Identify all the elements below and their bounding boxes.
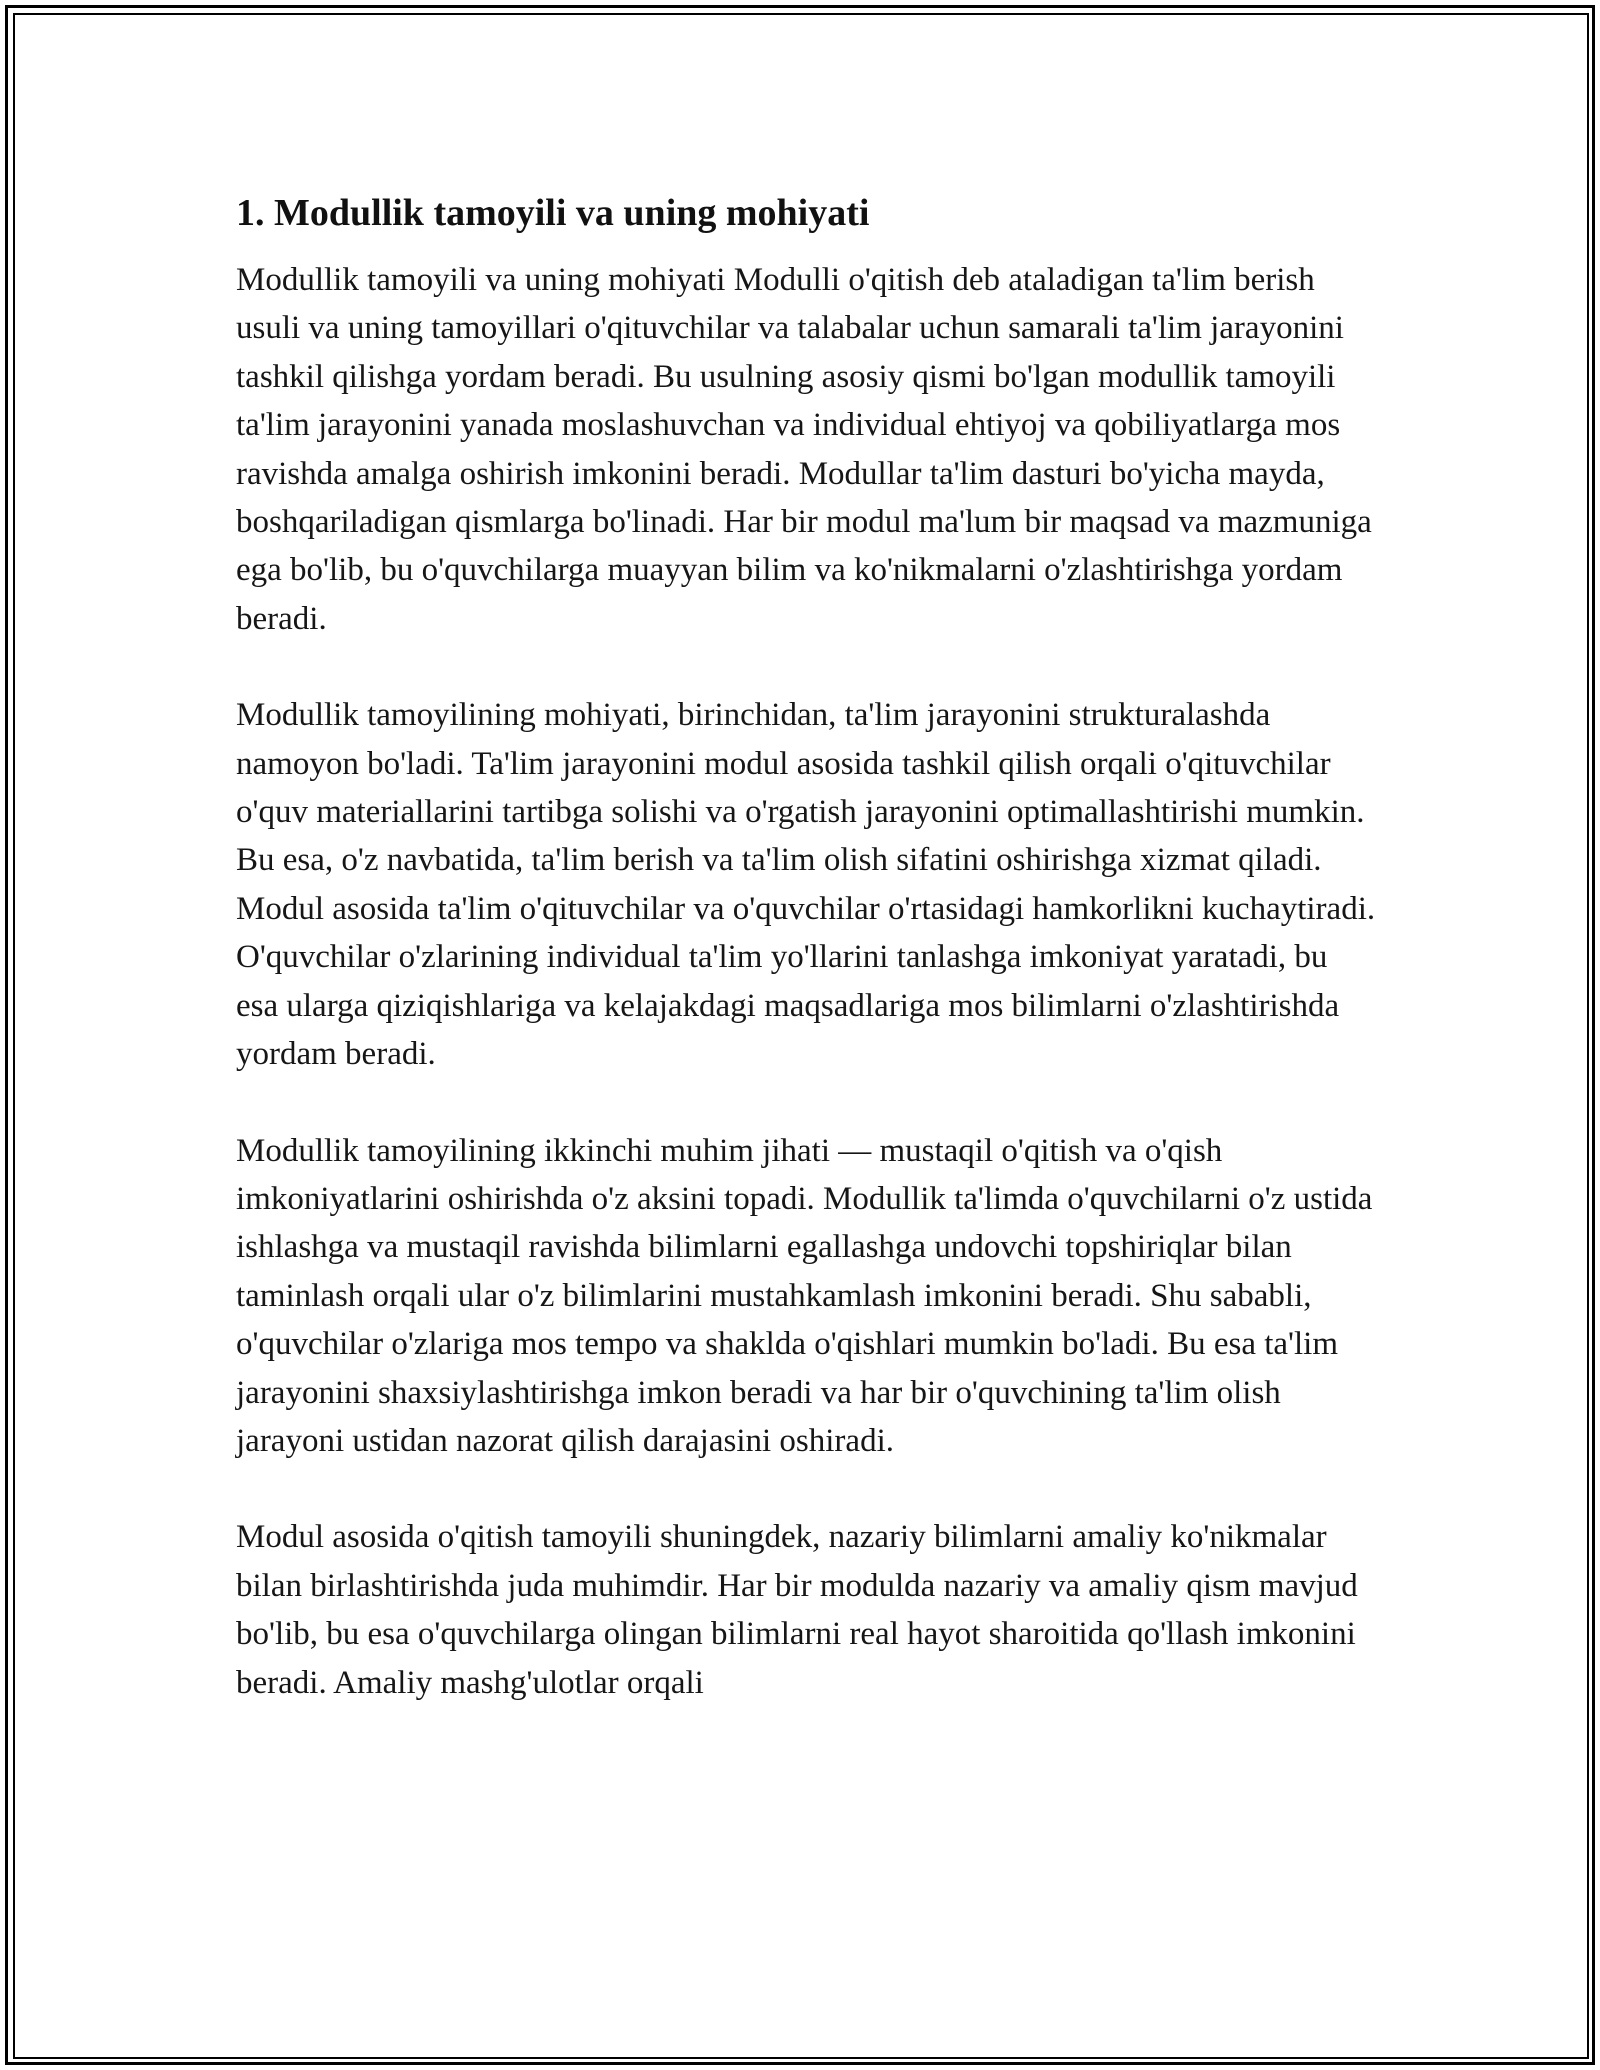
section-heading: 1. Modullik tamoyili va uning mohiyati bbox=[236, 192, 870, 234]
paragraph-4: Modul asosida o'qitish tamoyili shuningdek, nazariy bilimlarni amaliy ko'nikmalar bilan birlashtirishda juda muhimdir. Har bir modulda nazariy va amaliy qism mavjud bo'lib, bu esa o'quvchilarga olingan bilimlarni real hayot sharoitida qo'llash imkonini beradi. Amaliy mashg'ulotlar orqali bbox=[236, 1519, 1358, 1701]
paragraph-2: Modullik tamoyilining mohiyati, birinchidan, ta'lim jarayonini strukturalashda namoyon bo'ladi. Ta'lim jarayonini modul asosida tashkil qilish orqali o'qituvchilar o'quv materiallarini tartibga solishi va o'rgatish jarayonini optimallashtirishi mumkin. Bu esa, o'z navbatida, ta'lim berish va ta'lim olish sifatini oshirishga xizmat qiladi. Modul asosida ta'lim o'qituvchilar va o'quvchilar o'rtasidagi hamkorlikni kuchaytiradi. O'quvchilar o'zlarining individual ta'lim yo'llarini tanlashga imkoniyat yaratadi, bu esa ularga qiziqishlariga va kelajakdagi maqsadlariga mos bilimlarni o'zlashtirishda yordam beradi. bbox=[236, 697, 1376, 1073]
document-body bbox=[236, 188, 1376, 1755]
paragraph-3: Modullik tamoyilining ikkinchi muhim jihati — mustaqil o'qitish va o'qish imkoniyatlarini oshirishda o'z aksini topadi. Modullik ta'limda o'quvchilarni o'z ustida ishlashga va mustaqil ravishda bilimlarni egallashga undovchi topshiriqlar bilan taminlash orqali ular o'z bilimlarini mustahkamlash imkonini beradi. Shu sababli, o'quvchilar o'zlariga mos tempo va shaklda o'qishlari mumkin bo'ladi. Bu esa ta'lim jarayonini shaxsiylashtirishga imkon beradi va har bir o'quvchining ta'lim olish jarayoni ustidan nazorat qilish darajasini oshiradi. bbox=[236, 1132, 1373, 1459]
paragraph-1: Modullik tamoyili va uning mohiyati Modulli o'qitish deb ataladigan ta'lim berish usuli va uning tamoyillari o'qituvchilar va talabalar uchun samarali ta'lim jarayonini tashkil qilishga yordam beradi. Bu usulning asosiy qismi bo'lgan modullik tamoyili ta'lim jarayonini yanada moslashuvchan va individual ehtiyoj va qobiliyatlarga mos ravishda amalga oshirish imkonini beradi. Modullar ta'lim dasturi bo'yicha mayda, boshqariladigan qismlarga bo'linadi. Har bir modul ma'lum bir maqsad va mazmuniga ega bo'lib, bu o'quvchilarga muayyan bilim va ko'nikmalarni o'zlashtirishga yordam beradi. bbox=[236, 262, 1372, 637]
